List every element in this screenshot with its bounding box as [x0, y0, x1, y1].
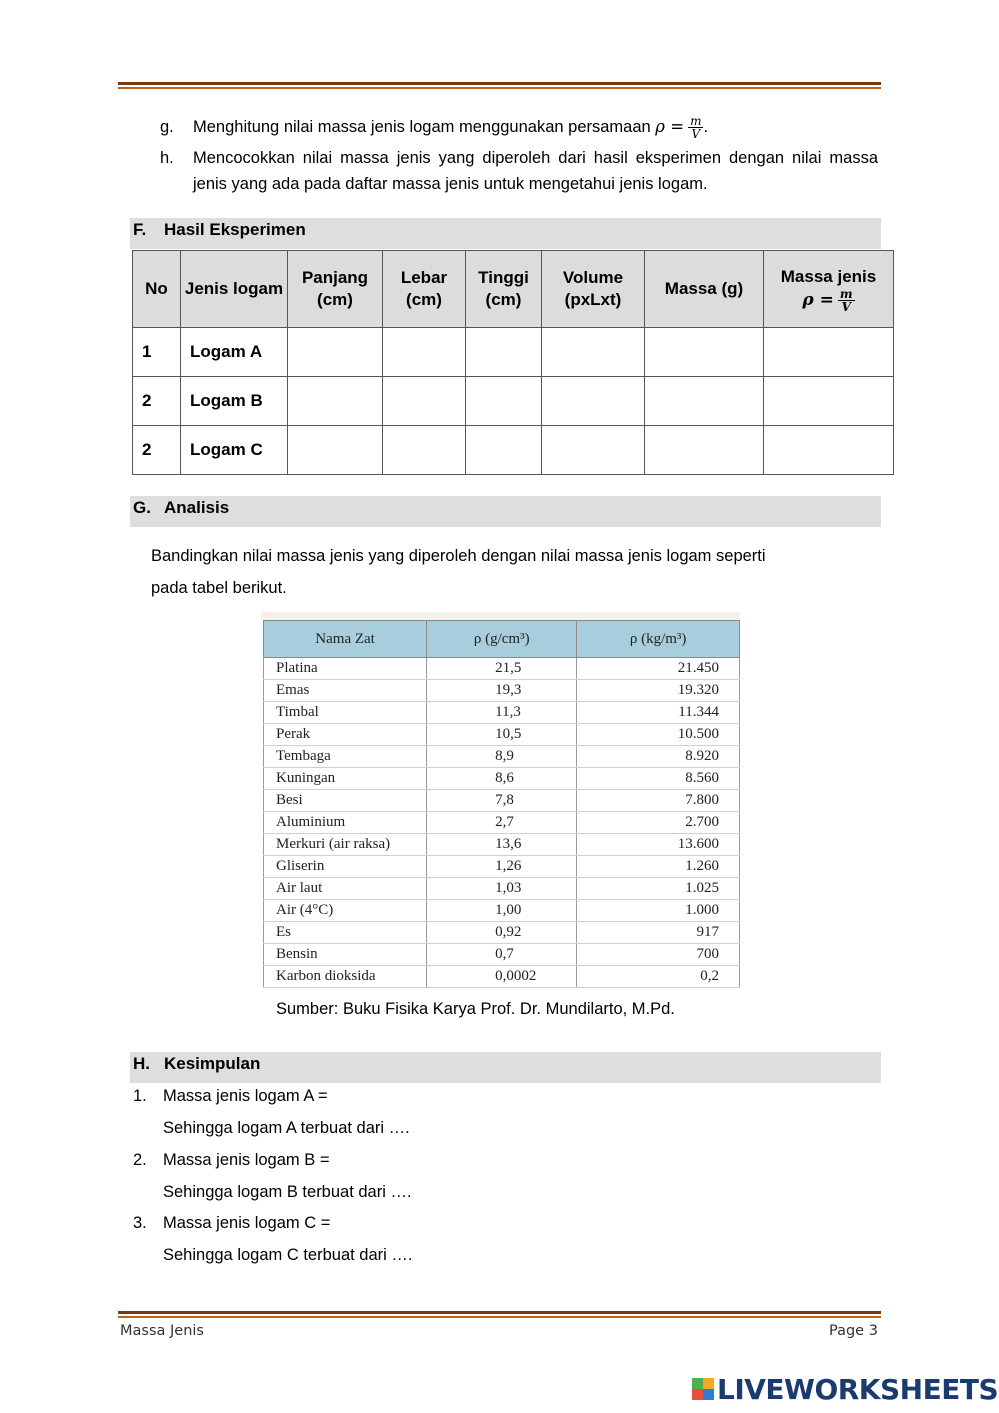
- brand-name: LIVEWORKSHEETS: [717, 1372, 999, 1406]
- density-g-cm3: 1,00: [427, 900, 577, 922]
- row-no: 2: [133, 426, 181, 475]
- table-row: [264, 922, 740, 944]
- input-cell[interactable]: [466, 328, 542, 377]
- top-rule: [118, 82, 881, 89]
- input-cell[interactable]: [645, 328, 764, 377]
- density-kg-m3: 7.800: [577, 790, 740, 812]
- table-row: [264, 658, 740, 680]
- zat-name: Gliserin: [264, 856, 427, 878]
- input-cell[interactable]: [466, 377, 542, 426]
- input-cell[interactable]: [383, 426, 466, 475]
- analisis-line-1: Bandingkan nilai massa jenis yang diperoleh dengan nilai massa jenis logam seperti: [151, 547, 766, 565]
- density-g-cm3: 10,5: [427, 724, 577, 746]
- formula-lhs: ρ =: [655, 117, 685, 136]
- footer-title: Massa Jenis: [120, 1323, 204, 1339]
- zat-name: Air (4°C): [264, 900, 427, 922]
- density-kg-m3: 8.920: [577, 746, 740, 768]
- table-row: [264, 900, 740, 922]
- input-cell[interactable]: [466, 426, 542, 475]
- step-label: g.: [160, 118, 174, 136]
- density-kg-m3: 11.344: [577, 702, 740, 724]
- density-table-image: [261, 612, 740, 982]
- table-row: [264, 966, 740, 988]
- zat-name: Kuningan: [264, 768, 427, 790]
- row-jenis: Logam C: [181, 426, 288, 475]
- input-cell[interactable]: [645, 426, 764, 475]
- header-massa-jenis: Massa jenis ρ = $\frac{m}{V}$: [764, 251, 894, 328]
- table-row: [264, 790, 740, 812]
- density-kg-m3: 1.260: [577, 856, 740, 878]
- zat-name: Bensin: [264, 944, 427, 966]
- liveworksheets-logo: [692, 1372, 998, 1406]
- step-text: Mencocokkan nilai massa jenis yang diperoleh dari hasil eksperimen dengan nilai massa jenis yang ada pada daftar massa jenis untuk mengetahui jenis logam.: [193, 149, 878, 193]
- header-volume: Volume (pxLxt): [542, 251, 645, 328]
- density-kg-m3: 1.025: [577, 878, 740, 900]
- header-panjang: Panjang (cm): [288, 251, 383, 328]
- density-kg-m3: 10.500: [577, 724, 740, 746]
- table-row: [264, 944, 740, 966]
- input-cell[interactable]: [542, 426, 645, 475]
- logo-grid-icon: [692, 1378, 714, 1400]
- table-row: [133, 426, 894, 475]
- header-jenis: Jenis logam: [181, 251, 288, 328]
- zat-name: Emas: [264, 680, 427, 702]
- density-kg-m3: 2.700: [577, 812, 740, 834]
- step-text: Menghitung nilai massa jenis logam menggunakan persamaan ρ = $\frac{m}{V}$ .: [193, 114, 709, 142]
- table-caption: Sumber: Buku Fisika Karya Prof. Dr. Mundilarto, M.Pd.: [276, 1000, 675, 1018]
- density-kg-m3: 917: [577, 922, 740, 944]
- density-g-cm3: 0,92: [427, 922, 577, 944]
- density-g-cm3: 1,03: [427, 878, 577, 900]
- input-cell[interactable]: [764, 377, 894, 426]
- density-g-cm3: 13,6: [427, 834, 577, 856]
- section-g-heading: G. Analisis: [130, 496, 881, 527]
- input-cell[interactable]: [542, 328, 645, 377]
- zat-name: Merkuri (air raksa): [264, 834, 427, 856]
- density-g-cm3: 21,5: [427, 658, 577, 680]
- table-row: [133, 328, 894, 377]
- formula-fraction: $\frac{m}{V}$: [690, 114, 702, 142]
- density-kg-m3: 21.450: [577, 658, 740, 680]
- header-massa: Massa (g): [645, 251, 764, 328]
- header-no: No: [133, 251, 181, 328]
- zat-name: Aluminium: [264, 812, 427, 834]
- row-jenis: Logam A: [181, 328, 288, 377]
- density-kg-m3: 13.600: [577, 834, 740, 856]
- table-header-row: [133, 251, 894, 328]
- input-cell[interactable]: [645, 377, 764, 426]
- density-kg-m3: 700: [577, 944, 740, 966]
- step-label: h.: [160, 149, 174, 167]
- input-cell[interactable]: [288, 426, 383, 475]
- header-lebar: Lebar (cm): [383, 251, 466, 328]
- header-g-cm3: ρ (g/cm³): [427, 621, 577, 658]
- density-g-cm3: 8,6: [427, 768, 577, 790]
- table-row: [264, 680, 740, 702]
- scan-artifact: [261, 612, 740, 620]
- input-cell[interactable]: [383, 377, 466, 426]
- zat-name: Air laut: [264, 878, 427, 900]
- density-g-cm3: 19,3: [427, 680, 577, 702]
- section-f-heading: F. Hasil Eksperimen: [130, 218, 881, 249]
- zat-name: Perak: [264, 724, 427, 746]
- header-tinggi: Tinggi (cm): [466, 251, 542, 328]
- density-kg-m3: 8.560: [577, 768, 740, 790]
- header-nama-zat: Nama Zat: [264, 621, 427, 658]
- density-g-cm3: 1,26: [427, 856, 577, 878]
- density-kg-m3: 19.320: [577, 680, 740, 702]
- density-kg-m3: 1.000: [577, 900, 740, 922]
- density-g-cm3: 7,8: [427, 790, 577, 812]
- input-cell[interactable]: [764, 426, 894, 475]
- table-row: [133, 377, 894, 426]
- density-g-cm3: 0,0002: [427, 966, 577, 988]
- zat-name: Karbon dioksida: [264, 966, 427, 988]
- row-no: 2: [133, 377, 181, 426]
- hasil-eksperimen-table: [132, 250, 894, 475]
- table-row: [264, 768, 740, 790]
- input-cell[interactable]: [383, 328, 466, 377]
- input-cell[interactable]: [288, 328, 383, 377]
- density-g-cm3: 8,9: [427, 746, 577, 768]
- density-table: [263, 620, 740, 988]
- density-g-cm3: 11,3: [427, 702, 577, 724]
- input-cell[interactable]: [288, 377, 383, 426]
- table-row: [264, 834, 740, 856]
- header-kg-m3: ρ (kg/m³): [577, 621, 740, 658]
- table-row: [264, 702, 740, 724]
- zat-name: Platina: [264, 658, 427, 680]
- footer-page: Page 3: [829, 1323, 878, 1339]
- density-g-cm3: 2,7: [427, 812, 577, 834]
- density-header-row: [264, 621, 740, 658]
- table-row: [264, 812, 740, 834]
- row-no: 1: [133, 328, 181, 377]
- analisis-line-2: pada tabel berikut.: [151, 579, 287, 597]
- table-row: [264, 724, 740, 746]
- zat-name: Es: [264, 922, 427, 944]
- input-cell[interactable]: [764, 328, 894, 377]
- zat-name: Besi: [264, 790, 427, 812]
- table-row: [264, 878, 740, 900]
- zat-name: Timbal: [264, 702, 427, 724]
- zat-name: Tembaga: [264, 746, 427, 768]
- table-row: [264, 746, 740, 768]
- density-g-cm3: 0,7: [427, 944, 577, 966]
- row-jenis: Logam B: [181, 377, 288, 426]
- density-kg-m3: 0,2: [577, 966, 740, 988]
- table-row: [264, 856, 740, 878]
- section-h-heading: H. Kesimpulan: [130, 1052, 881, 1083]
- input-cell[interactable]: [542, 377, 645, 426]
- bottom-rule: [118, 1311, 881, 1318]
